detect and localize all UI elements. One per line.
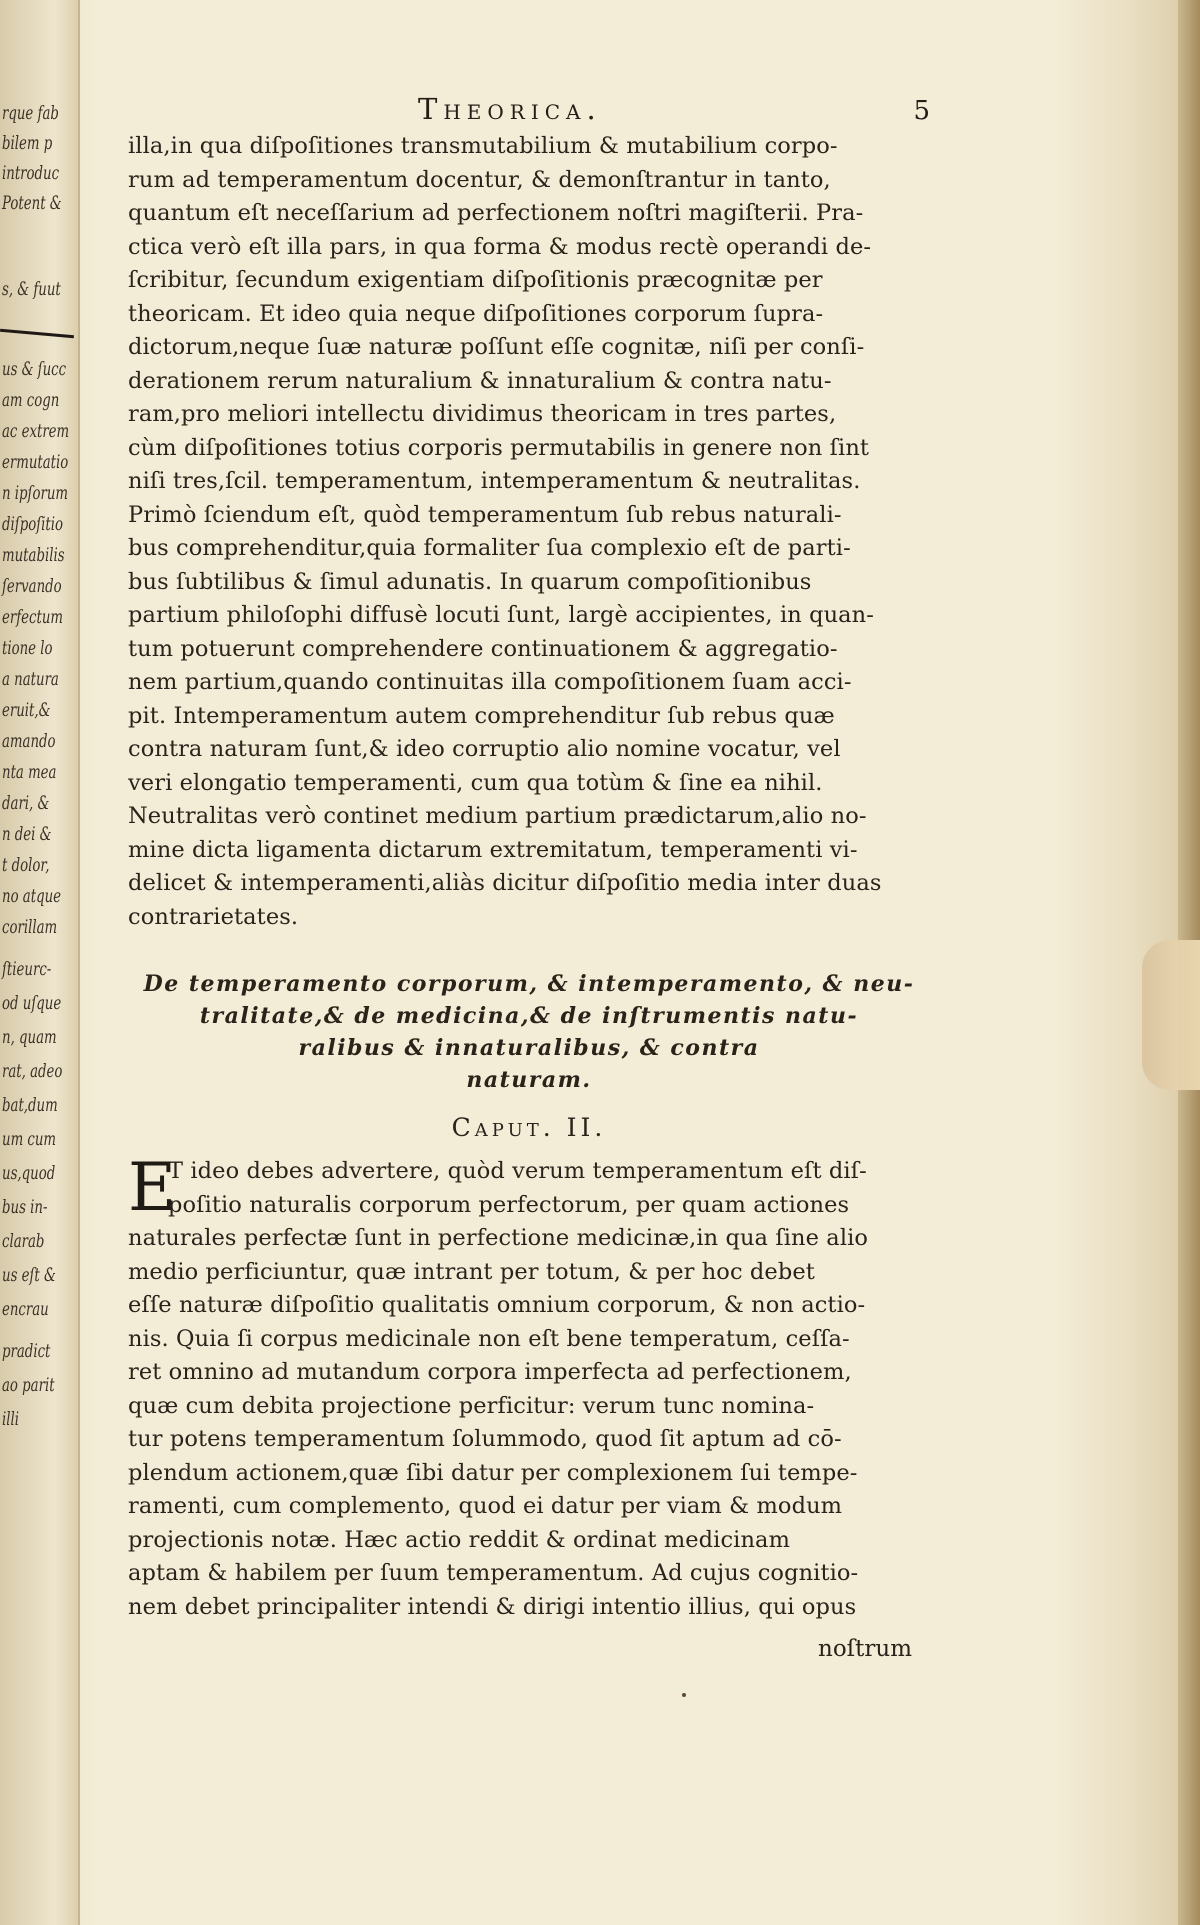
previous-page-fragment: ſtieurc- [2,958,52,980]
text-line: delicet & intemperamenti,aliàs dicitur diſpoſitio media inter duas [128,870,882,896]
chapter-line: nem debet principaliter intendi & dirigi intentio illius, qui opus [128,1593,857,1620]
text-line: cùm diſpoſitiones totius corporis permutabilis in genere non ſint [128,434,870,461]
previous-page-fragment: diſpoſitio [2,513,63,535]
previous-page-edge [0,0,80,1925]
previous-page-fragment: no atque [2,885,62,907]
section-title-line: naturam. [466,1067,592,1093]
previous-page-fragment: od uſque [2,992,62,1014]
paper-tab-marker [1142,940,1200,1090]
previous-page-fragment: clarab [2,1230,45,1252]
previous-page-fragment: amando [2,730,56,752]
previous-page-fragment: us & ſucc [2,358,67,380]
chapter-line: quæ cum debita projectione perficitur: verum tunc nomina- [128,1392,815,1419]
previous-page-fragment: us eſt & [2,1264,56,1286]
section-title-line: De temperamento corporum, & intemperamento, & neu- [143,971,915,997]
chapter-line: medio perficiuntur, quæ intrant per totum, & per hoc debet [128,1258,815,1285]
previous-page-fragment: n, quam [2,1026,57,1048]
section-title-line: tralitate,& de medicina,& de inſtrumentis natu- [199,1003,859,1029]
running-title: Theorica. [418,92,602,126]
text-line: ctica verò eſt illa pars, in qua forma & modus rectè operandi de- [128,233,872,260]
previous-page-fragment: bus in- [2,1196,48,1218]
previous-page-fragment: ermutatio [2,451,69,473]
previous-page-fragment: a natura [2,668,59,690]
previous-page-fragment: erfectum [2,606,63,628]
previous-page-fragment: encrau [2,1298,49,1320]
text-line: theoricam. Et ideo quia neque diſpoſitiones corporum ſupra- [128,300,824,327]
text-line: partium philoſophi diffusè locuti ſunt, largè accipientes, in quan- [128,602,874,628]
text-line: mine dicta ligamenta dictarum extremitatum, temperamenti vi- [128,836,858,863]
text-line: pit. Intemperamentum autem comprehenditur ſub rebus quæ [128,702,835,729]
chapter-line: poſitio naturalis corporum perfectorum, per quam actiones [168,1191,850,1218]
text-line: dictorum,neque ſuæ naturæ poſſunt eſſe cognitæ, niſi per conſi- [128,334,865,360]
top-paragraph [128,130,930,934]
chapter-line: T ideo debes advertere, quòd verum temperamentum eſt diſ- [168,1158,867,1184]
previous-page-fragment: dari, & [2,792,50,814]
previous-page-fragment: bat,dum [2,1094,58,1116]
text-line: contra naturam ſunt,& ideo corruptio alio nomine vocatur, vel [128,736,841,762]
previous-page-fragment: mutabilis [2,544,65,566]
chapter-heading: Caput. II. [451,1113,607,1142]
previous-page-fragment: eruit,& [2,699,51,721]
previous-page-fragment: rat, adeo [2,1060,63,1082]
previous-page-fragment: bilem p [2,132,53,154]
text-line: rum ad temperamentum docentur, & demonſtrantur in tanto, [128,166,831,193]
chapter-line: aptam & habilem per ſuum temperamentum. Ad cujus cognitio- [128,1560,859,1586]
previous-page-fragment: rque fab [2,102,59,124]
text-line: derationem rerum naturalium & innaturalium & contra natu- [128,367,832,394]
previous-page-fragment: us,quod [2,1162,56,1184]
chapter-line: projectionis notæ. Hæc actio reddit & ordinat medicinam [128,1526,791,1553]
previous-page-rule [0,329,74,338]
previous-page-fragment: introduc [2,162,60,184]
text-line: bus comprehenditur,quia formaliter ſua complexio eſt de parti- [128,535,851,561]
previous-page-fragment: s, & fuut [2,278,61,300]
previous-page-fragment: Potent & [2,192,62,214]
ink-speck [682,1693,686,1697]
page-number: 5 [913,96,930,126]
previous-page-fragment: um cum [2,1128,57,1150]
previous-page-fragment: nta mea [2,761,57,783]
text-line: ſcribitur, ſecundum exigentiam diſpoſitionis præcognitæ per [128,267,823,293]
previous-page-fragment: corillam [2,916,58,938]
chapter-line: eſſe naturæ diſpoſitio qualitatis omnium corporum, & non actio- [128,1292,866,1318]
previous-page-fragment: t dolor, [2,854,50,876]
previous-page-fragment: tione lo [2,637,53,659]
chapter-line: naturales perfectæ ſunt in perfectione medicinæ,in qua ſine alio [128,1225,869,1251]
previous-page-fragment: ao parit [2,1374,55,1396]
text-line: quantum eſt neceſſarium ad perfectionem noſtri magiſterii. Pra- [128,200,864,226]
text-line: contrarietates. [128,903,299,930]
previous-page-fragment: n ipſorum [2,482,69,504]
text-line: niſi tres,ſcil. temperamentum, intemperamentum & neutralitas. [128,468,861,494]
chapter-line: tur potens temperamentum ſolummodo, quod ſit aptum ad cō- [128,1426,842,1452]
running-head [300,92,940,128]
previous-page-fragment: ſervando [2,575,62,597]
section-title-line: ralibus & innaturalibus, & contra [298,1035,760,1061]
catchword: noſtrum [818,1636,913,1662]
chapter-line: nis. Quia ſi corpus medicinale non eſt bene temperatum, ceſſa- [128,1325,850,1352]
previous-page-fragment: am cogn [2,389,60,411]
text-line: tum potuerunt comprehendere continuationem & aggregatio- [128,635,838,662]
chapter-line: ramenti, cum complemento, quod ei datur per viam & modum [128,1493,843,1519]
chapter-body [128,1149,930,1624]
previous-page-fragment: pradict [2,1340,51,1362]
previous-page-fragment: n dei & [2,823,52,845]
drop-cap: E [128,1149,177,1226]
previous-page-fragment: illi [2,1408,20,1430]
section-title [128,968,930,1096]
previous-page-fragment: ac extrem [2,420,70,442]
text-line: Primò ſciendum eſt, quòd temperamentum ſub rebus naturali- [128,501,842,528]
text-line: nem partium,quando continuitas illa compoſitionem ſuam acci- [128,669,852,695]
text-line: Neutralitas verò continet medium partium prædictarum,alio no- [128,803,867,829]
chapter-line: ret omnino ad mutandum corpora imperfecta ad perfectionem, [128,1359,852,1385]
text-line: bus ſubtilibus & ſimul adunatis. In quarum compoſitionibus [128,568,812,595]
chapter-line: plendum actionem,quæ ſibi datur per complexionem ſui tempe- [128,1459,858,1486]
text-line: ram,pro meliori intellectu dividimus theoricam in tres partes, [128,401,837,427]
text-line: veri elongatio temperamenti, cum qua totùm & ſine ea nihil. [128,769,823,796]
text-line: illa,in qua diſpoſitiones transmutabilium & mutabilium corpo- [128,133,838,159]
